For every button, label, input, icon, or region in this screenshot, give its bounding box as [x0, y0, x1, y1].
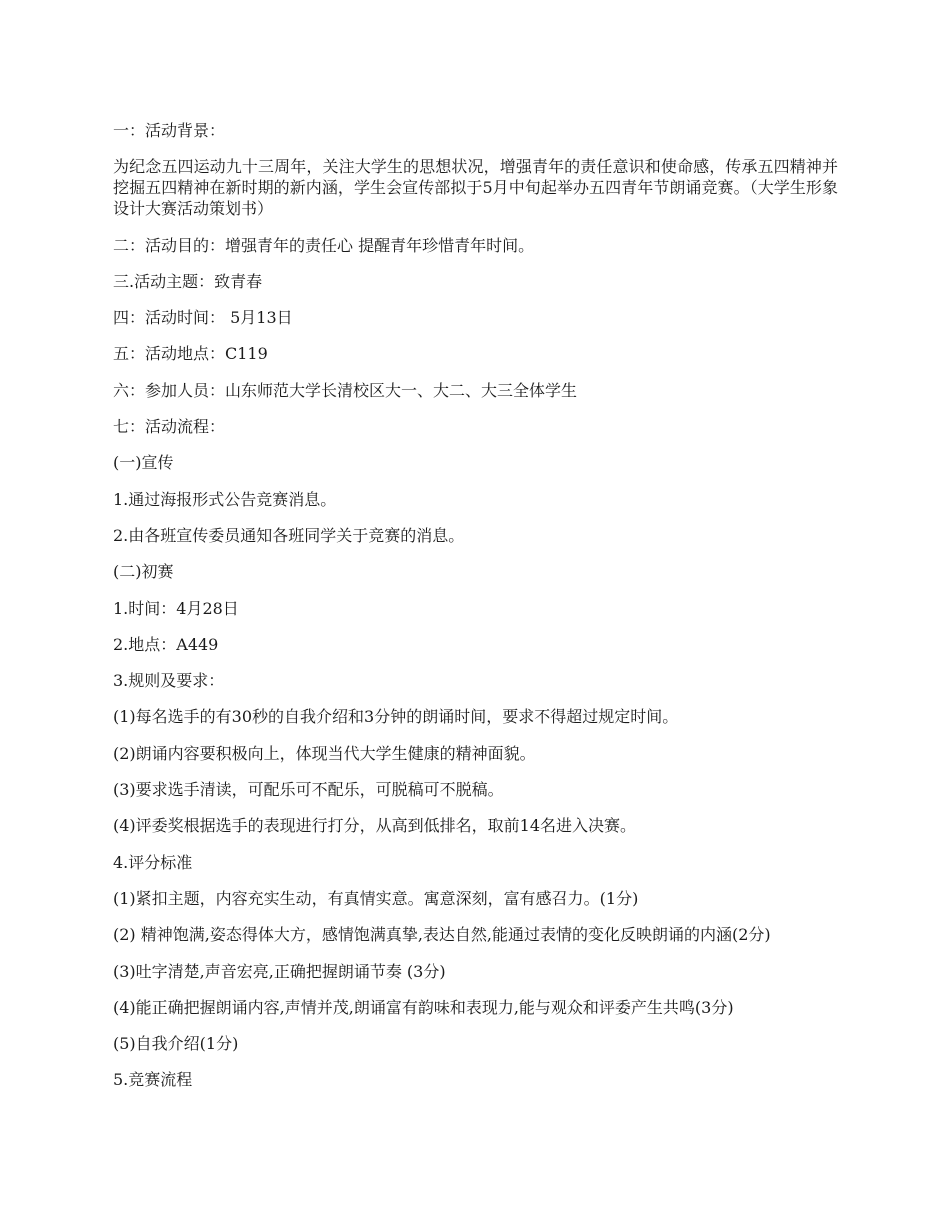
scoring-item-2: (2) 精神饱满,姿态得体大方，感情饱满真挚,表达自然,能通过表情的变化反映朗诵的内涵(2分)	[113, 925, 771, 945]
publicity-item-1: 1.通过海报形式公告竞赛消息。	[113, 489, 337, 509]
scoring-item-4: (4)能正确把握朗诵内容,声情并茂,朗诵富有韵味和表现力,能与观众和评委产生共鸣(3分)	[113, 997, 734, 1017]
section-heading-background: 一：活动背景：	[113, 121, 226, 140]
section-participants: 六：参加人员：山东师范大学长清校区大一、大二、大三全体学生	[113, 380, 578, 400]
scoring-item-1: (1)紧扣主题，内容充实生动，有真情实意。寓意深刻，富有感召力。(1分)	[113, 888, 639, 908]
rule-item-3: (3)要求选手清读，可配乐可不配乐，可脱稿可不脱稿。	[113, 780, 504, 800]
preliminary-location: 2.地点：A449	[113, 634, 219, 654]
scoring-item-3: (3)吐字清楚,声音宏亮,正确把握朗诵节奏 (3分)	[113, 961, 446, 981]
rule-item-1: (1)每名选手的有30秒的自我介绍和3分钟的朗诵时间，要求不得超过规定时间。	[113, 707, 679, 727]
subsection-preliminary: (二)初赛	[113, 562, 174, 582]
section-time: 四：活动时间： 5月13日	[113, 308, 293, 328]
rules-heading: 3.规则及要求：	[113, 671, 225, 691]
rule-item-2: (2)朗诵内容要积极向上，体现当代大学生健康的精神面貌。	[113, 743, 536, 763]
scoring-item-5: (5)自我介绍(1分)	[113, 1034, 239, 1054]
section-purpose: 二：活动目的：增强青年的责任心 提醒青年珍惜青年时间。	[113, 235, 535, 255]
publicity-item-2: 2.由各班宣传委员通知各班同学关于竞赛的消息。	[113, 525, 465, 545]
section-location: 五：活动地点：C119	[113, 344, 268, 364]
preliminary-time: 1.时间：4月28日	[113, 598, 239, 618]
competition-process-heading: 5.竞赛流程	[113, 1070, 193, 1090]
scoring-heading: 4.评分标准	[113, 852, 193, 872]
document-page	[113, 120, 838, 1106]
rule-item-4: (4)评委奖根据选手的表现进行打分，从高到低排名，取前14名进入决赛。	[113, 816, 637, 836]
section-theme: 三.活动主题：致青春	[113, 271, 263, 291]
subsection-publicity: (一)宣传	[113, 453, 174, 473]
background-paragraph: 为纪念五四运动九十三周年，关注大学生的思想状况，增强青年的责任意识和使命感，传承五四精神并挖掘五四精神在新时期的新内涵，学生会宣传部拟于5月中旬起举办五四青年节朗诵竞赛。（大学生形象设计大赛活动策划书）	[113, 157, 838, 219]
section-heading-process: 七：活动流程：	[113, 417, 226, 437]
